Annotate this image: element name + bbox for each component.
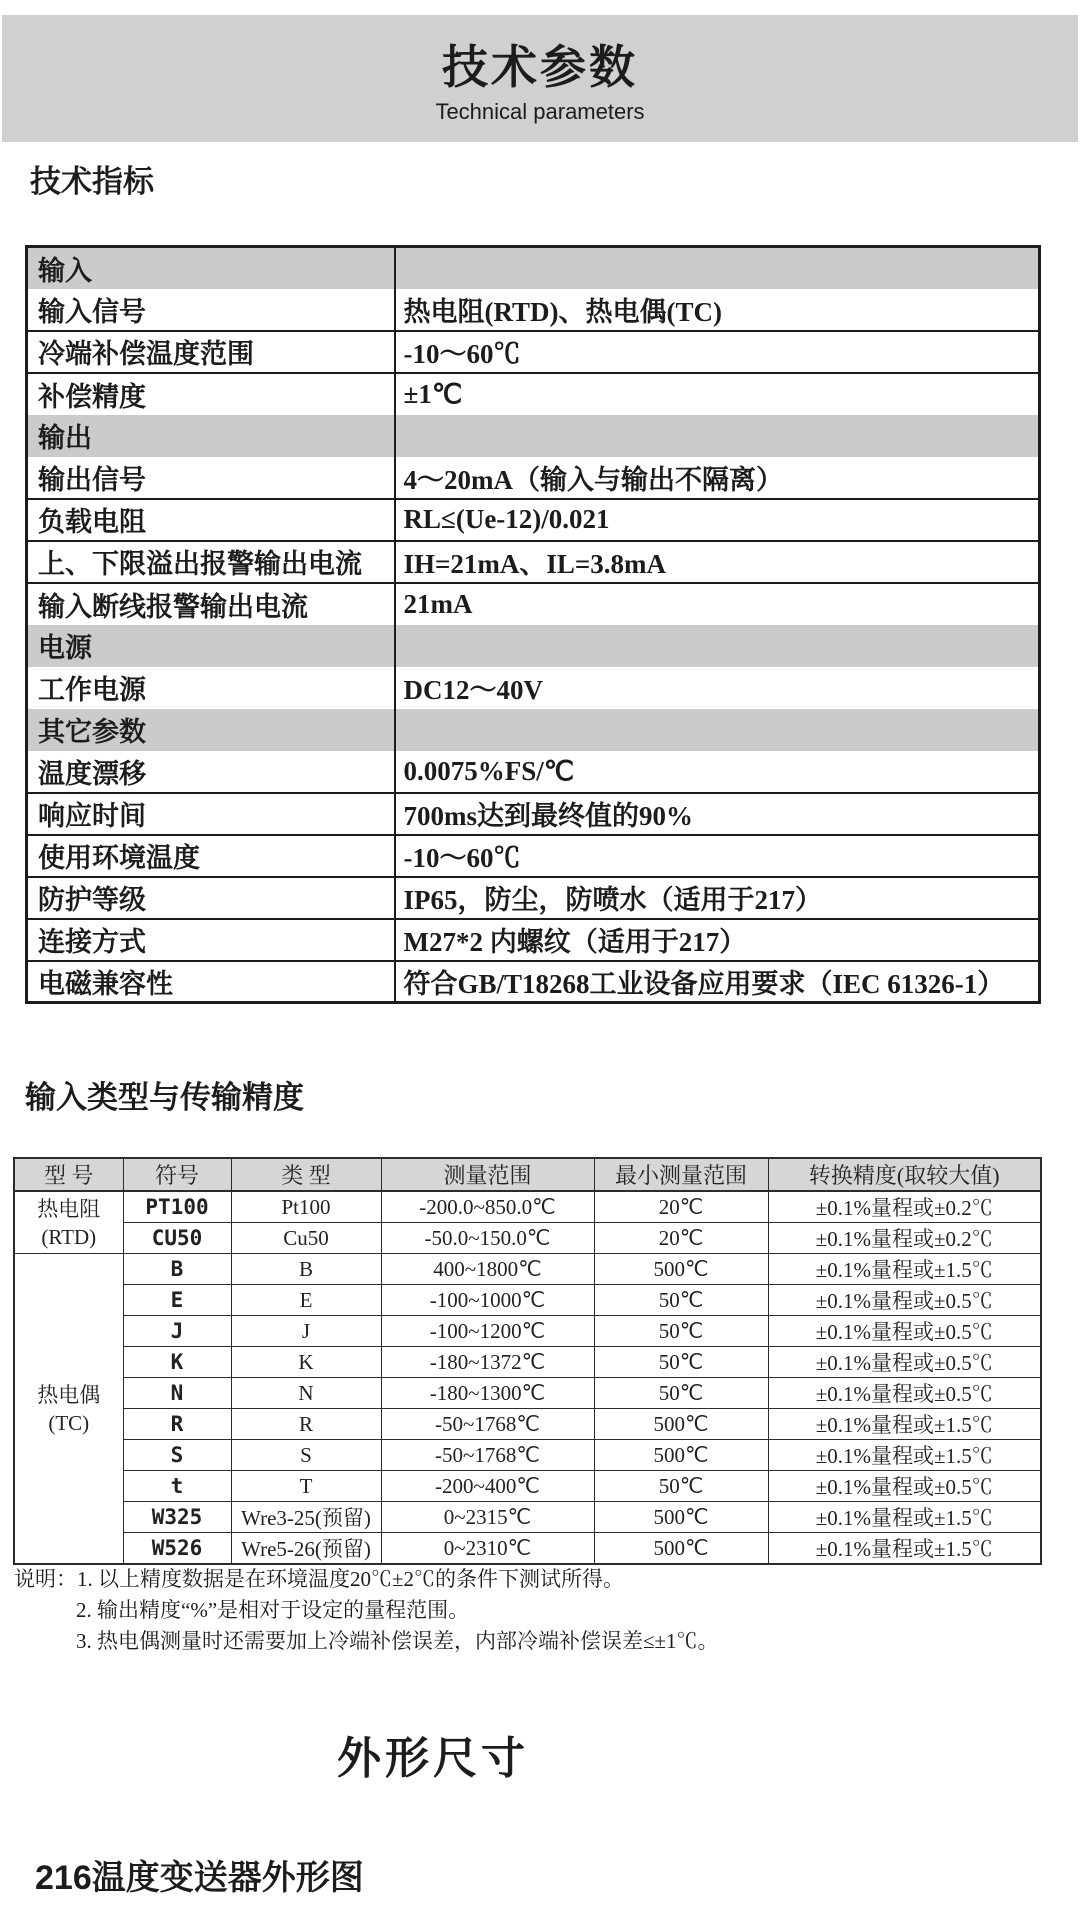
spec-label-cell: 温度漂移 [27,751,395,793]
spec-value-cell: 21mA [403,588,473,619]
min-range-cell: 50℃ [594,1285,768,1316]
spec-table-row [27,499,1040,541]
spec-label-cell: 输入信号 [27,289,395,331]
symbol-cell: R [123,1409,231,1440]
range-cell: 400~1800℃ [381,1254,594,1285]
model-group-line: (TC) [48,1410,90,1435]
heading-216-outline: 216温度变送器外形图 [35,1859,364,1897]
accuracy-table-row [14,1502,1041,1533]
accuracy-cell: ±0.1%量程或±0.2℃ [768,1223,1041,1254]
accuracy-cell: ±0.1%量程或±1.5℃ [768,1440,1041,1471]
accuracy-table-row [14,1471,1041,1502]
range-cell: -50~1768℃ [381,1440,594,1471]
accuracy-table-row [14,1440,1041,1471]
heading-input-types: 输入类型与传输精度 [25,1080,304,1115]
range-cell: -50.0~150.0℃ [381,1223,594,1254]
spec-table-row [27,541,1040,583]
spec-table-row [27,289,1040,331]
accuracy-cell: ±0.1%量程或±0.5℃ [768,1316,1041,1347]
spec-label-cell: 其它参数 [27,709,395,751]
range-cell: -180~1372℃ [381,1347,594,1378]
symbol-cell: E [123,1285,231,1316]
spec-label-cell: 冷端补偿温度范围 [27,331,395,373]
accuracy-table-head [14,1158,1041,1191]
accuracy-header-cell: 型 号 [14,1158,123,1191]
min-range-cell: 50℃ [594,1347,768,1378]
type-cell: N [231,1378,381,1409]
spec-table-row [27,373,1040,415]
spec-section-row [27,247,1040,289]
spec-value-cell [395,625,1040,667]
spec-value-cell: -10～60℃ [395,331,1040,373]
spec-table-row [27,877,1040,919]
spec-label-cell: 防护等级 [27,877,395,919]
accuracy-table-row [14,1533,1041,1565]
symbol-cell: PT100 [123,1191,231,1223]
min-range-cell: 50℃ [594,1316,768,1347]
spec-value-cell [395,415,1040,457]
model-group-line: 热电偶 [37,1382,101,1407]
spec-value-cell [395,709,1040,751]
accuracy-cell: ±0.1%量程或±1.5℃ [768,1502,1041,1533]
model-group-cell [14,1254,123,1565]
accuracy-cell: ±0.1%量程或±0.5℃ [768,1378,1041,1409]
min-range-cell: 500℃ [594,1254,768,1285]
page-subtitle: Technical parameters [435,99,645,124]
spec-label-cell: 输入断线报警输出电流 [27,583,395,625]
type-cell: Cu50 [231,1223,381,1254]
spec-table-row [27,457,1040,499]
range-cell: -180~1300℃ [381,1378,594,1409]
min-range-cell: 500℃ [594,1502,768,1533]
type-cell: J [231,1316,381,1347]
spec-value-cell: IH=21mA、IL=3.8mA [395,541,1040,583]
spec-value-cell [395,247,1040,289]
accuracy-table-row [14,1254,1041,1285]
type-cell: S [231,1440,381,1471]
accuracy-cell: ±0.1%量程或±0.5℃ [768,1471,1041,1502]
spec-value-cell: 热电阻(RTD)、热电偶(TC) [395,289,1040,331]
spec-value-cell: -10～60℃ [395,835,1040,877]
accuracy-header-cell: 最小测量范围 [594,1158,768,1191]
accuracy-table-row [14,1409,1041,1440]
type-cell: K [231,1347,381,1378]
range-cell: -100~1200℃ [381,1316,594,1347]
spec-label-cell: 输出信号 [27,457,395,499]
symbol-cell: W325 [123,1502,231,1533]
spec-section-row [27,709,1040,751]
model-group-line: (RTD) [41,1224,97,1249]
spec-label-cell: 上、下限溢出报警输出电流 [27,541,395,583]
spec-value-cell: ±1℃ [403,378,463,409]
page-title: 技术参数 [442,41,638,93]
model-group-line: 热电阻 [37,1196,101,1221]
heading-technical-indicators: 技术指标 [30,164,154,199]
title-banner [2,15,1078,142]
spec-value-cell: IP65，防尘，防喷水（适用于217） [395,877,1040,919]
range-cell: -200~400℃ [381,1471,594,1502]
spec-value-cell: 0.0075%FS/℃ [395,751,1040,793]
min-range-cell: 500℃ [594,1533,768,1565]
accuracy-cell: ±0.1%量程或±0.5℃ [768,1347,1041,1378]
spec-value-cell: DC12～40V [403,675,543,705]
min-range-cell: 500℃ [594,1409,768,1440]
symbol-cell: t [123,1471,231,1502]
type-cell: R [231,1409,381,1440]
accuracy-cell: ±0.1%量程或±0.2℃ [768,1191,1041,1223]
range-cell: -200.0~850.0℃ [381,1191,594,1223]
min-range-cell: 500℃ [594,1440,768,1471]
spec-table-row [27,919,1040,961]
spec-label-cell: 输出 [27,415,395,457]
range-cell: -100~1000℃ [381,1285,594,1316]
accuracy-table-body [14,1191,1041,1564]
type-cell: Pt100 [231,1191,381,1223]
spec-table-row [27,751,1040,793]
note-line: 说明：1. 以上精度数据是在环境温度20℃±2℃的条件下测试所得。 [14,1567,625,1591]
symbol-cell: J [123,1316,231,1347]
symbol-cell: K [123,1347,231,1378]
spec-table-row [27,667,1040,709]
symbol-cell: S [123,1440,231,1471]
heading-dimensions: 外形尺寸 [337,1734,529,1783]
accuracy-header-row [14,1158,1041,1191]
min-range-cell: 50℃ [594,1471,768,1502]
accuracy-header-cell: 类 型 [231,1158,381,1191]
range-cell: 0~2315℃ [381,1502,594,1533]
spec-section-row [27,415,1040,457]
type-cell: Wre3-25(预留) [231,1502,381,1533]
notes-block [14,1564,719,1657]
spec-value-cell: 符合GB/T18268工业设备应用要求（IEC 61326-1） [403,968,1005,999]
accuracy-cell: ±0.1%量程或±1.5℃ [768,1533,1041,1565]
note-line: 2. 输出精度“%”是相对于设定的量程范围。 [76,1598,470,1622]
range-cell: 0~2310℃ [381,1533,594,1565]
spec-label-cell: 电源 [27,625,395,667]
spec-value-cell: 4～20mA（输入与输出不隔离） [395,457,1040,499]
symbol-cell: CU50 [123,1223,231,1254]
type-cell: Wre5-26(预留) [231,1533,381,1565]
accuracy-table-row [14,1223,1041,1254]
spec-table-row [27,961,1040,1003]
symbol-cell: B [123,1254,231,1285]
spec-table-row [27,793,1040,835]
accuracy-table [13,1157,1042,1565]
accuracy-header-cell: 符号 [123,1158,231,1191]
spec-label-cell: 连接方式 [27,919,395,961]
range-cell: -50~1768℃ [381,1409,594,1440]
spec-label-cell: 电磁兼容性 [27,961,395,1003]
spec-section-row [27,625,1040,667]
symbol-cell: W526 [123,1533,231,1565]
accuracy-header-cell: 转换精度(取较大值) [768,1158,1041,1191]
spec-label-cell: 响应时间 [27,793,395,835]
note-line: 3. 热电偶测量时还需要加上冷端补偿误差，内部冷端补偿误差≤±1℃。 [76,1629,719,1653]
accuracy-table-row [14,1347,1041,1378]
min-range-cell: 50℃ [594,1378,768,1409]
spec-table-row [27,835,1040,877]
spec-value-cell: M27*2 内螺纹（适用于217） [395,919,1040,961]
min-range-cell: 20℃ [594,1191,768,1223]
min-range-cell: 20℃ [594,1223,768,1254]
spec-label-cell: 补偿精度 [27,373,395,415]
spec-table-row [27,331,1040,373]
accuracy-table-row [14,1191,1041,1223]
symbol-cell: N [123,1378,231,1409]
type-cell: E [231,1285,381,1316]
spec-label-cell: 工作电源 [27,667,395,709]
model-group-cell [14,1191,123,1254]
spec-value-cell: 700ms达到最终值的90% [395,793,1040,835]
type-cell: T [231,1471,381,1502]
spec-label-cell: 负载电阻 [27,499,395,541]
accuracy-cell: ±0.1%量程或±1.5℃ [768,1409,1041,1440]
spec-table-row [27,583,1040,625]
spec-table-body [27,247,1040,1003]
type-cell: B [231,1254,381,1285]
accuracy-table-row [14,1285,1041,1316]
accuracy-cell: ±0.1%量程或±0.5℃ [768,1285,1041,1316]
accuracy-header-cell: 测量范围 [381,1158,594,1191]
spec-value-cell: RL≤(Ue-12)/0.021 [395,499,1040,541]
accuracy-cell: ±0.1%量程或±1.5℃ [768,1254,1041,1285]
spec-table [25,245,1041,1004]
spec-label-cell: 输入 [27,247,395,289]
spec-label-cell: 使用环境温度 [27,835,395,877]
accuracy-table-row [14,1378,1041,1409]
accuracy-table-row [14,1316,1041,1347]
